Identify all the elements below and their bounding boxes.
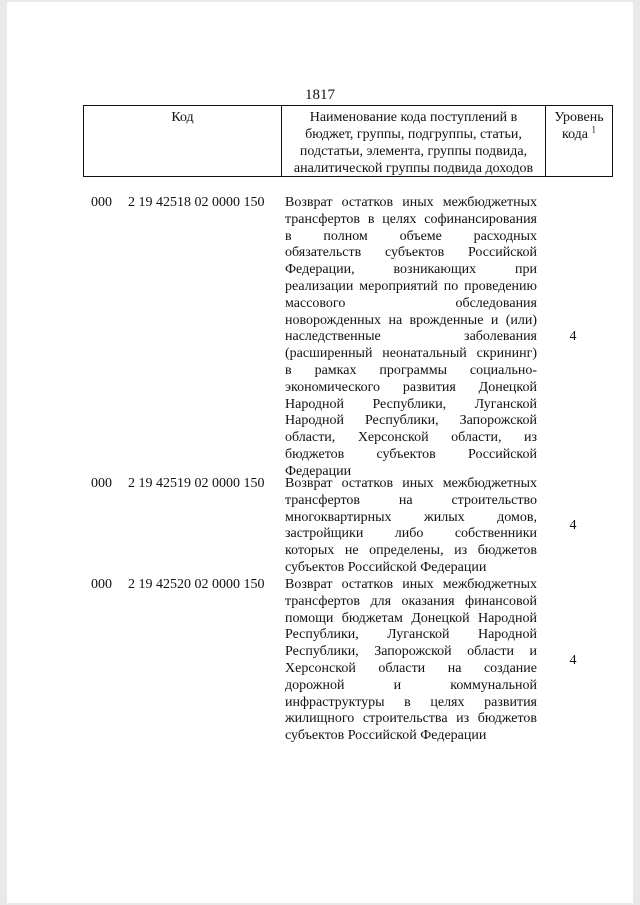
row-name-line: Федерации (285, 463, 352, 479)
row-name-line: Народной Республики, Запорожской (285, 413, 537, 429)
footnote-marker: 1 (591, 124, 597, 135)
row-admin-code: 000 (91, 476, 112, 491)
row-name-line: обязательств субъектов Российской (285, 245, 537, 261)
row-name (285, 577, 537, 745)
header-name (282, 106, 546, 176)
row-name-line: в полном объеме расходных (285, 228, 537, 244)
row-name-line: экономического развития Донецкой (285, 379, 537, 395)
page-number: 1817 (305, 87, 335, 103)
row-name-line: области, Херсонской области, из (285, 430, 537, 446)
header-name-line: аналитической группы подвида доходов (293, 161, 534, 176)
row-level: 4 (569, 518, 577, 533)
row-name-line: массового обследования (285, 295, 537, 311)
row-name-line: субъектов Российской Федерации (285, 559, 487, 575)
row-name-line: Народной Республики, Луганской (285, 396, 537, 412)
row-name-line: трансфертов в целях софинансирования (285, 211, 537, 227)
row-name-line: (расширенный неонатальный скрининг) (285, 346, 537, 362)
header-code: Код (84, 106, 282, 176)
row-name-line: Возврат остатков иных межбюджетных (285, 476, 537, 491)
row-name-line: Федерации, возникающих при (285, 262, 537, 278)
row-level: 4 (569, 652, 577, 668)
row-name-line: трансфертов на строительство (285, 492, 537, 508)
row-name-line: реализации мероприятий по проведению (285, 278, 537, 294)
row-name-line: Возврат остатков иных межбюджетных (285, 577, 537, 592)
row-name (285, 476, 537, 577)
table-header (83, 105, 613, 177)
header-level: Уровень кода $^1$ (554, 110, 604, 142)
header-name-line: Наименование кода поступлений в (309, 110, 518, 125)
row-name-line: бюджетов субъектов Российской (285, 446, 537, 462)
row-name-line: Республики, Луганской Народной (285, 627, 537, 643)
row-name-line: застройщики либо собственники (285, 526, 537, 542)
row-level: 4 (569, 329, 577, 345)
row-name-line: Возврат остатков иных межбюджетных (285, 195, 537, 210)
row-name-line: Республики, Запорожской области и (285, 644, 537, 660)
row-name-line: многоквартирных жилых домов, (285, 509, 537, 525)
row-income-code: 2 19 42520 02 0000 150 (128, 577, 265, 592)
header-name-line: бюджет, группы, подгруппы, статьи, (305, 127, 522, 142)
row-name (285, 195, 537, 481)
header-name-line: подстатьи, элемента, группы подвида, (299, 144, 528, 159)
row-income-code: 2 19 42519 02 0000 150 (128, 476, 265, 491)
document-page (7, 2, 633, 903)
row-name-line: инфраструктуры в целях развития (285, 694, 537, 710)
row-name-line: наследственные заболевания (285, 329, 537, 345)
row-admin-code: 000 (91, 577, 112, 592)
row-name-line: жилищного строительства из бюджетов (285, 711, 537, 727)
row-name-line: помощи бюджетам Донецкой Народной (285, 610, 537, 626)
row-name-line: субъектов Российской Федерации (285, 728, 487, 744)
row-income-code: 2 19 42518 02 0000 150 (128, 195, 265, 210)
row-name-line: которых не определены, из бюджетов (285, 543, 537, 559)
row-name-line: трансфертов для оказания финансовой (285, 593, 537, 609)
row-name-line: Херсонской области на создание (285, 660, 537, 676)
row-admin-code: 000 (91, 195, 112, 210)
row-name-line: дорожной и коммунальной (285, 677, 537, 693)
row-name-line: новорожденных на врожденные и (или) (285, 312, 537, 328)
row-name-line: в рамках программы социально- (285, 362, 537, 378)
